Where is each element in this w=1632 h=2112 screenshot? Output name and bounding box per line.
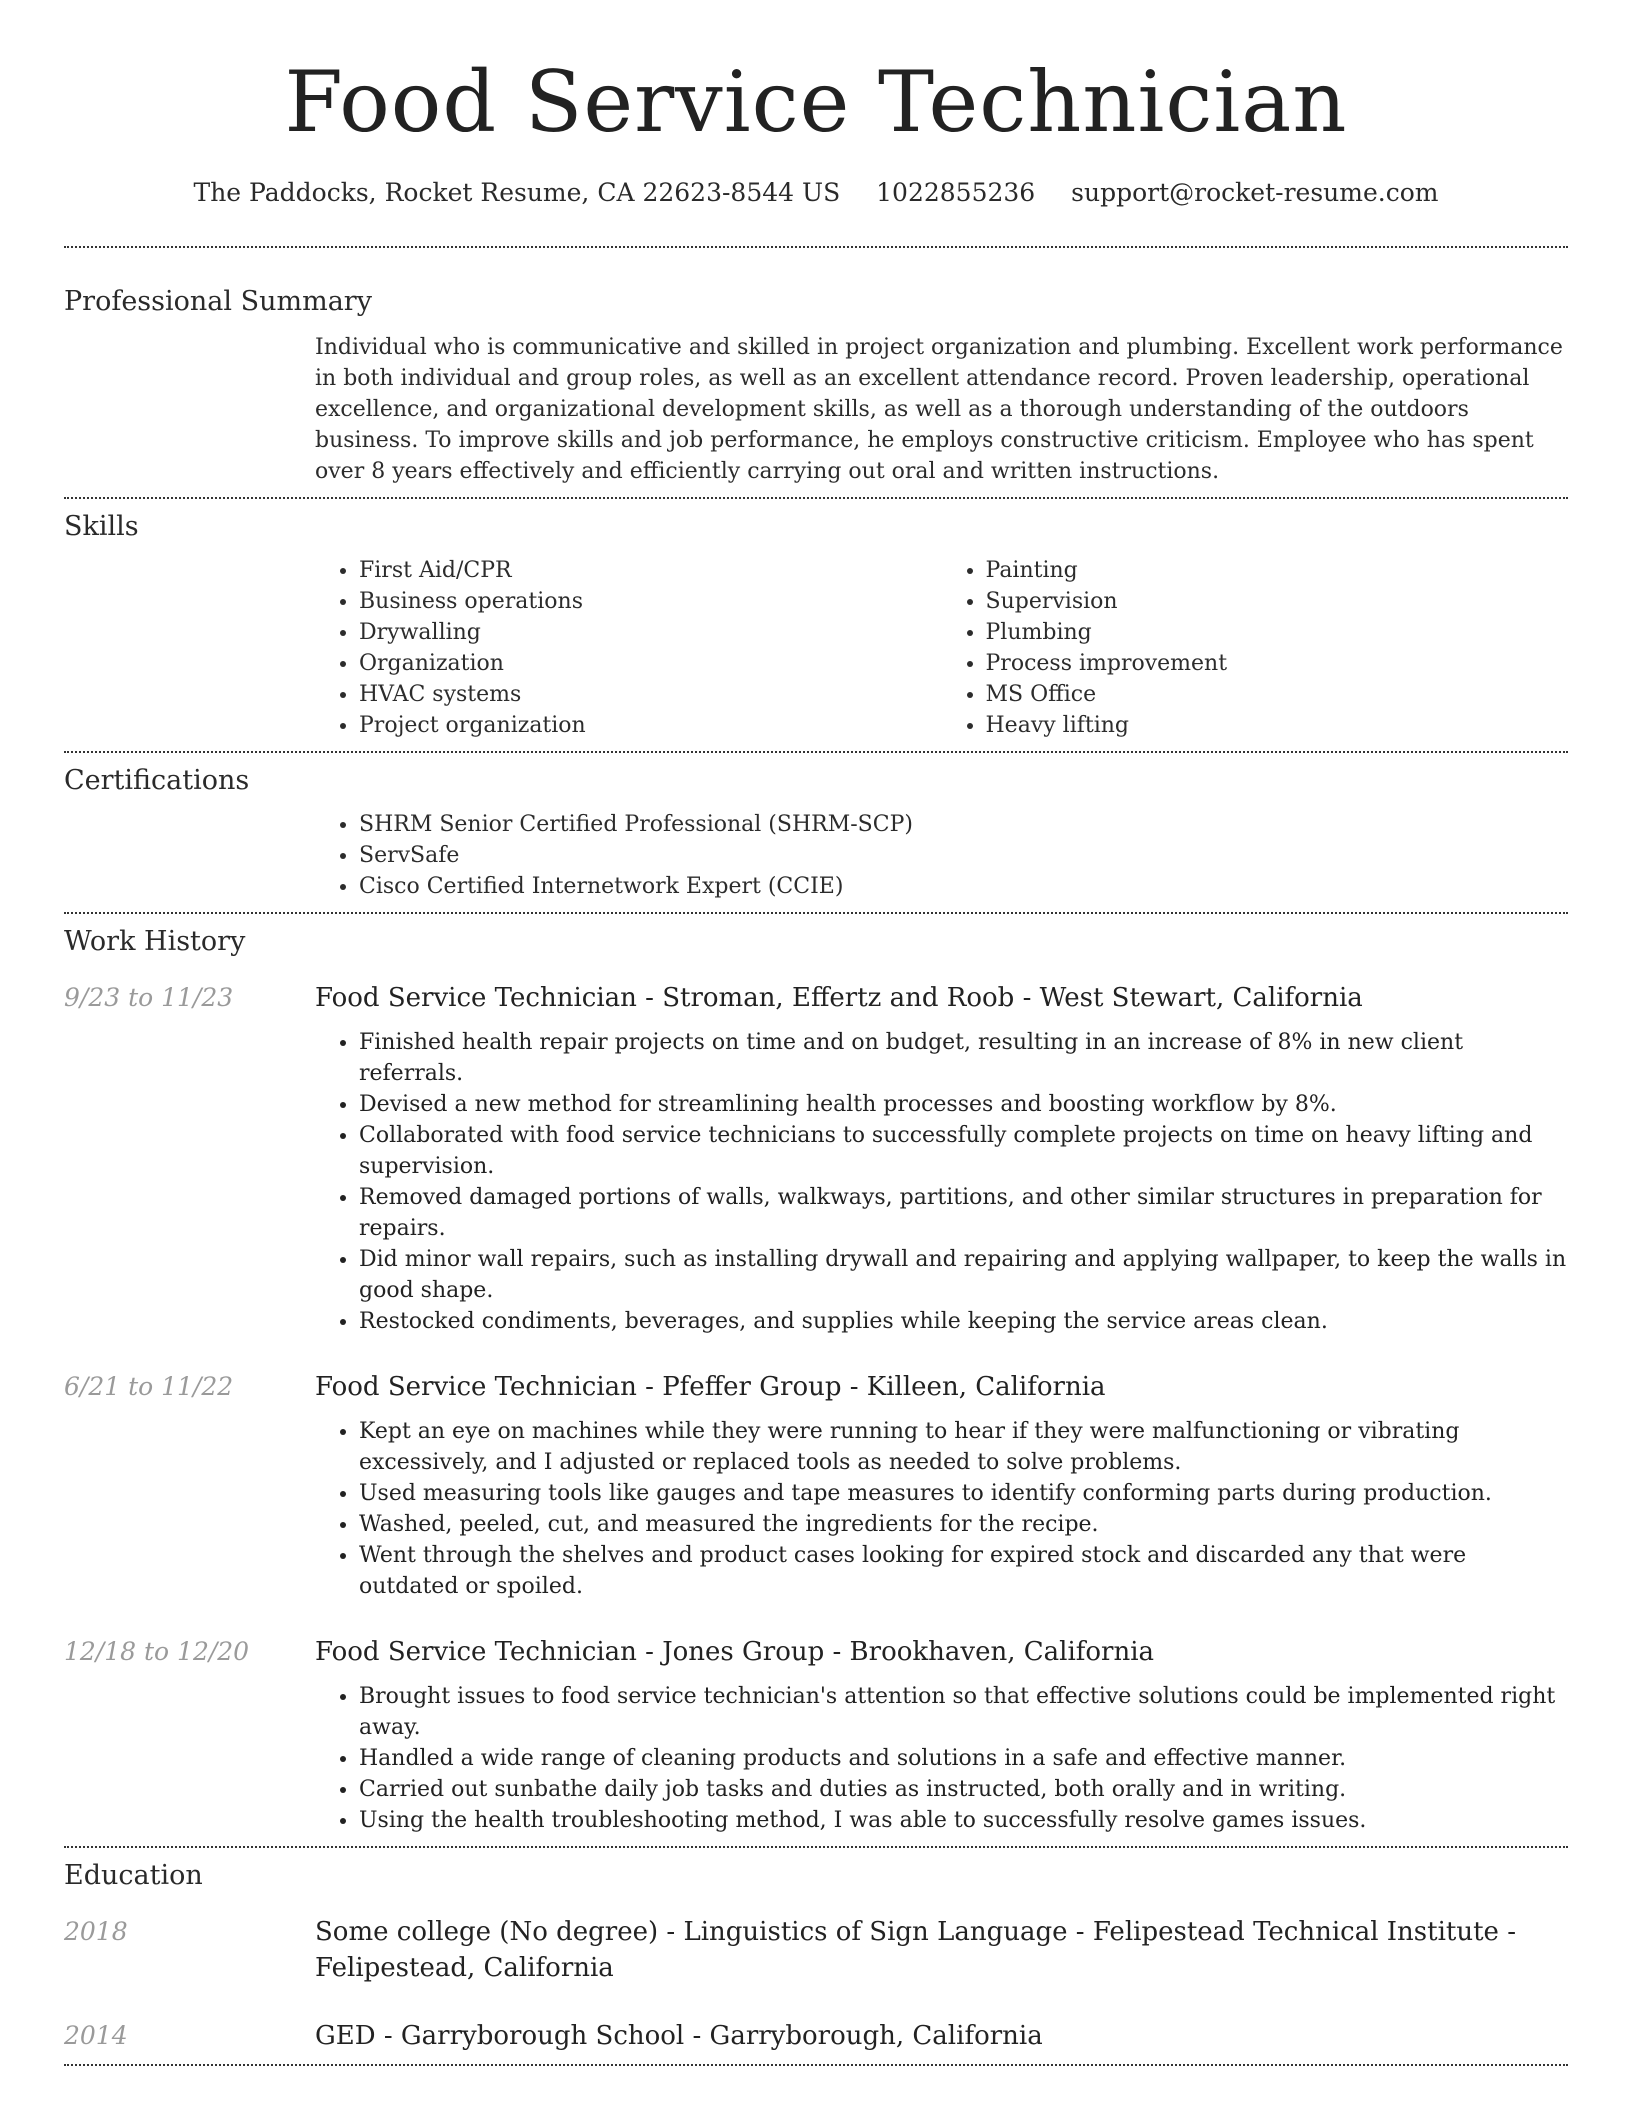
job-bullets [315,1681,1568,1836]
resume-name: Food Service Technician [284,53,1348,151]
section-title-summary: Professional Summary [64,286,372,317]
certification-item: • ServSafe [359,840,1568,871]
skill-item: • MS Office [986,679,1569,710]
job-entry [64,1634,1568,1836]
work-history-section [64,914,1568,1846]
job-bullet: • Finished health repair projects on time and on budget, resulting in an increase of 8% in new client referrals. [359,1027,1568,1089]
skill-item: • Painting [986,555,1569,586]
summary-text: Individual who is communicative and skilled in project organization and plumbing. Excellent work performance in both individual and group roles, as well as an excellent attendance record. Proven leadership, operational excellence, and organizational development skills, as well as a thorough understanding of the outdoors business. To improve skills and job performance, he employs constructive criticism. Employee who has spent over 8 years effectively and efficiently carrying out oral and written instructions. [315,335,1563,484]
contact-address: The Paddocks, Rocket Resume, CA 22623-8544 US [193,178,841,207]
job-bullet: • Washed, peeled, cut, and measured the ingredients for the recipe. [359,1509,1568,1540]
skill-item: • HVAC systems [359,679,942,710]
skill-item: • Business operations [359,586,942,617]
job-bullet: • Devised a new method for streamlining health processes and boosting workflow by 8%. [359,1089,1568,1120]
section-title-certifications: Certifications [64,765,250,796]
education-text: GED - Garryborough School - Garryborough, California [315,2021,1043,2051]
skills-list-right [942,555,1569,741]
contact-phone: 1022855236 [876,178,1036,207]
section-title-work-history: Work History [64,926,246,957]
job-entry [64,980,1568,1337]
job-dates: 9/23 to 11/23 [64,983,234,1012]
section-title-skills: Skills [64,511,139,542]
job-bullet: • Restocked condiments, beverages, and supplies while keeping the service areas clean. [359,1306,1568,1337]
skill-item: • Supervision [986,586,1569,617]
job-bullet: • Used measuring tools like gauges and tape measures to identify conforming parts during production. [359,1478,1568,1509]
job-title: Food Service Technician - Pfeffer Group - Killeen, California [315,1372,1106,1402]
job-bullet: • Brought issues to food service technician's attention so that effective solutions could be implemented right away. [359,1681,1568,1743]
contact-email[interactable]: support@rocket-resume.com [1071,178,1439,207]
skill-item: • Project organization [359,710,942,741]
job-bullet: • Using the health troubleshooting method, I was able to successfully resolve games issues. [359,1805,1568,1836]
contact-line [64,176,1568,210]
job-title: Food Service Technician - Stroman, Effertz and Roob - West Stewart, California [315,983,1363,1013]
education-year: 2014 [64,2021,128,2050]
education-entry [64,2018,1568,2054]
skills-columns [315,555,1568,741]
certifications-body [315,809,1568,902]
job-dates: 12/18 to 12/20 [64,1637,250,1666]
job-bullets [315,1027,1568,1337]
job-entry [64,1369,1568,1602]
skill-item: • Process improvement [986,648,1569,679]
certifications-section [64,753,1568,902]
certifications-list [315,809,1568,902]
skill-item: • Organization [359,648,942,679]
divider [64,2064,1568,2066]
job-bullet: • Handled a wide range of cleaning products and solutions in a safe and effective manner. [359,1743,1568,1774]
job-bullet: • Carried out sunbathe daily job tasks and duties as instructed, both orally and in writing. [359,1774,1568,1805]
section-title-education: Education [64,1860,203,1891]
job-bullet: • Collaborated with food service technicians to successfully complete projects on time on heavy lifting and supervision. [359,1120,1568,1182]
job-body [315,1369,1568,1602]
job-bullet: • Went through the shelves and product cases looking for expired stock and discarded any that were outdated or spoiled. [359,1540,1568,1602]
certification-item: • SHRM Senior Certified Professional (SHRM-SCP) [359,809,1568,840]
job-bullet: • Removed damaged portions of walls, walkways, partitions, and other similar structures in preparation for repairs. [359,1182,1568,1244]
job-body [315,1634,1568,1836]
skill-item: • Drywalling [359,617,942,648]
summary-section [64,248,1568,487]
education-text: Some college (No degree) - Linguistics of Sign Language - Felipestead Technical Institute - Felipestead, California [315,1917,1516,1983]
job-dates: 6/21 to 11/22 [64,1372,234,1401]
skill-item: • Plumbing [986,617,1569,648]
job-title: Food Service Technician - Jones Group - Brookhaven, California [315,1637,1155,1667]
job-bullet: • Kept an eye on machines while they were running to hear if they were malfunctioning or vibrating excessively, and I adjusted or replaced tools as needed to solve problems. [359,1416,1568,1478]
job-body [315,980,1568,1337]
certification-item: • Cisco Certified Internetwork Expert (CCIE) [359,871,1568,902]
education-section [64,1848,1568,2064]
skills-list-left [315,555,942,741]
education-year: 2018 [64,1917,128,1946]
job-bullets [315,1416,1568,1602]
skills-section [64,499,1568,741]
skill-item: • Heavy lifting [986,710,1569,741]
education-entry [64,1914,1568,1986]
skill-item: • First Aid/CPR [359,555,942,586]
job-bullet: • Did minor wall repairs, such as installing drywall and repairing and applying wallpaper, to keep the walls in good shape. [359,1244,1568,1306]
